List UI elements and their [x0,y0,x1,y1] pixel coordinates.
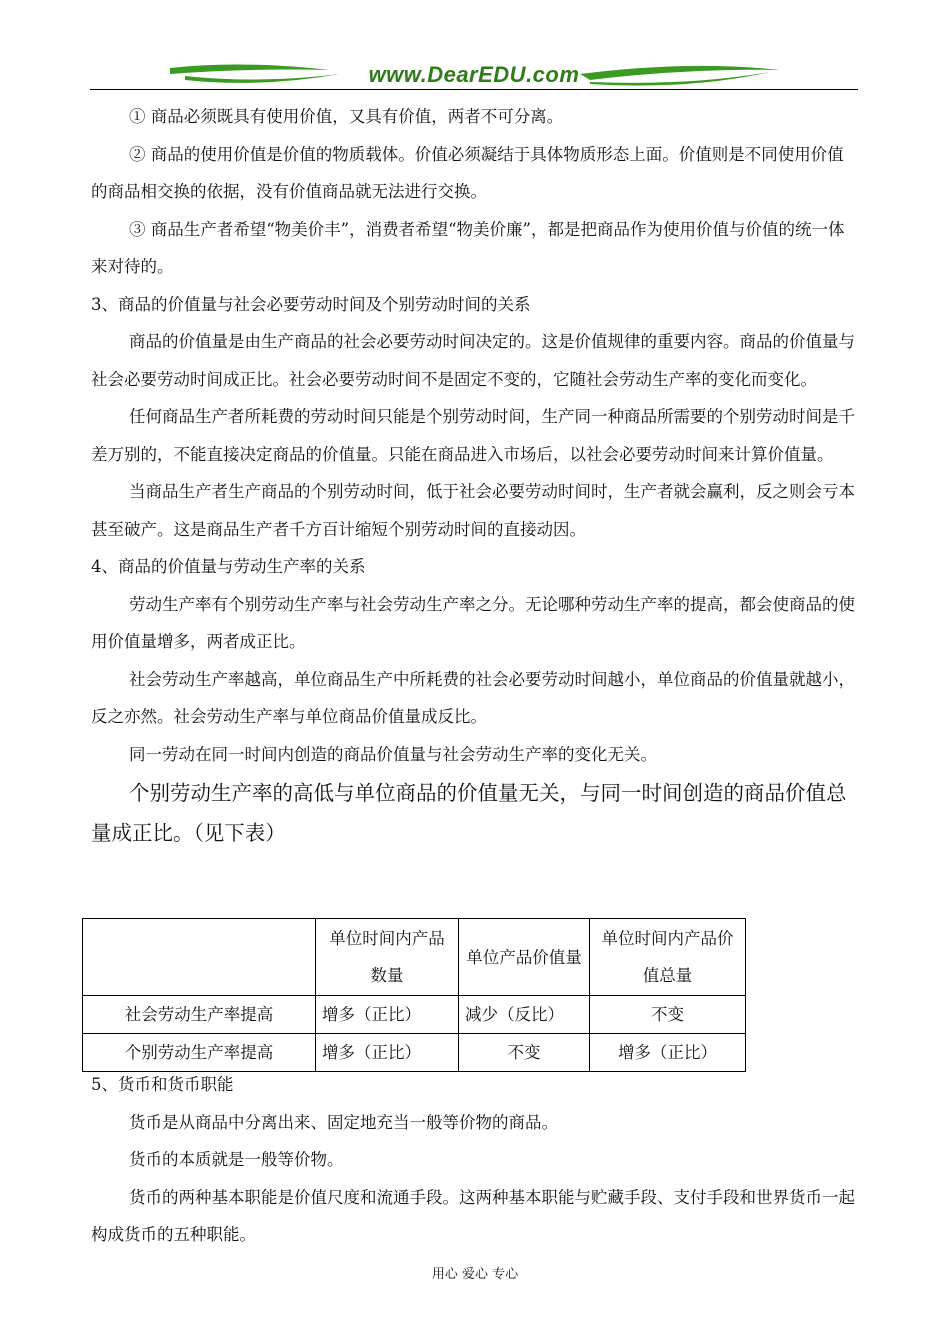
paragraph: ② 商品的使用价值是价值的物质载体。价值必须凝结于具体物质形态上面。价值则是不同使用价值的商品相交换的依据，没有价值商品就无法进行交换。 [91,144,844,201]
paragraph: ① 商品必须既具有使用价值，又具有价值，两者不可分离。 [129,107,564,126]
paragraph: ③ 商品生产者希望“物美价丰”，消费者希望“物美价廉”，都是把商品作为使用价值与价值的统一体来对待的。 [91,219,845,276]
section-heading: 5、货币和货币职能 [91,1075,234,1094]
table-header-cell [83,919,316,996]
paragraph: 劳动生产率有个别劳动生产率与社会劳动生产率之分。无论哪种劳动生产率的提高，都会使商品的使用价值量增多，两者成正比。 [91,594,855,651]
paragraph: 当商品生产者生产商品的个别劳动时间，低于社会必要劳动时间时，生产者就会赢利，反之则会亏本甚至破产。这是商品生产者千方百计缩短个别劳动时间的直接动因。 [91,482,855,539]
section-heading: 4、商品的价值量与劳动生产率的关系 [91,557,366,576]
table-cell: 增多（正比） [590,1034,746,1072]
site-header [90,58,858,90]
table-cell: 不变 [590,996,746,1034]
paragraph: 任何商品生产者所耗费的劳动时间只能是个别劳动时间，生产同一种商品所需要的个别劳动时间是千差万别的，不能直接决定商品的价值量。只能在商品进入市场后，以社会必要劳动时间来计算价值量。 [91,407,855,464]
table-header-row [83,919,746,996]
document-body-bottom [91,1066,859,1254]
productivity-table [82,918,746,1072]
table-cell: 减少（反比） [459,996,590,1034]
paragraph: 货币的本质就是一般等价物。 [129,1150,344,1169]
paragraph: 社会劳动生产率越高，单位商品生产中所耗费的社会必要劳动时间越小，单位商品的价值量就越小，反之亦然。社会劳动生产率与单位商品价值量成反比。 [91,669,855,726]
table-cell: 增多（正比） [316,1034,459,1072]
table-cell: 个别劳动生产率提高 [83,1034,316,1072]
table-header-cell: 单位时间内产品数量 [316,919,459,996]
paragraph: 货币的两种基本职能是价值尺度和流通手段。这两种基本职能与贮藏手段、支付手段和世界货币一起构成货币的五种职能。 [91,1187,855,1244]
header-rule [90,89,858,90]
table-header-cell: 单位产品价值量 [459,919,590,996]
paragraph: 商品的价值量是由生产商品的社会必要劳动时间决定的。这是价值规律的重要内容。商品的价值量与社会必要劳动时间成正比。社会必要劳动时间不是固定不变的，它随社会劳动生产率的变化而变化。 [91,332,855,389]
page-footer: 用心 爱心 专心 [431,1267,519,1282]
paragraph: 货币是从商品中分离出来、固定地充当一般等价物的商品。 [129,1112,558,1132]
table-cell: 增多（正比） [316,996,459,1034]
emphasis-paragraph: 个别劳动生产率的高低与单位商品的价值量无关，与同一时间创造的商品价值总量成正比。（见下表） [91,781,847,845]
table-row [83,996,746,1034]
site-logo-text: www.DearEDU.com [368,62,580,87]
paragraph: 同一劳动在同一时间内创造的商品价值量与社会劳动生产率的变化无关。 [129,744,657,764]
table-cell: 社会劳动生产率提高 [83,996,316,1034]
table-cell: 不变 [459,1034,590,1072]
document-body-top [91,98,859,853]
table-header-cell: 单位时间内产品价值总量 [590,919,746,996]
section-heading: 3、商品的价值量与社会必要劳动时间及个别劳动时间的关系 [91,294,531,314]
